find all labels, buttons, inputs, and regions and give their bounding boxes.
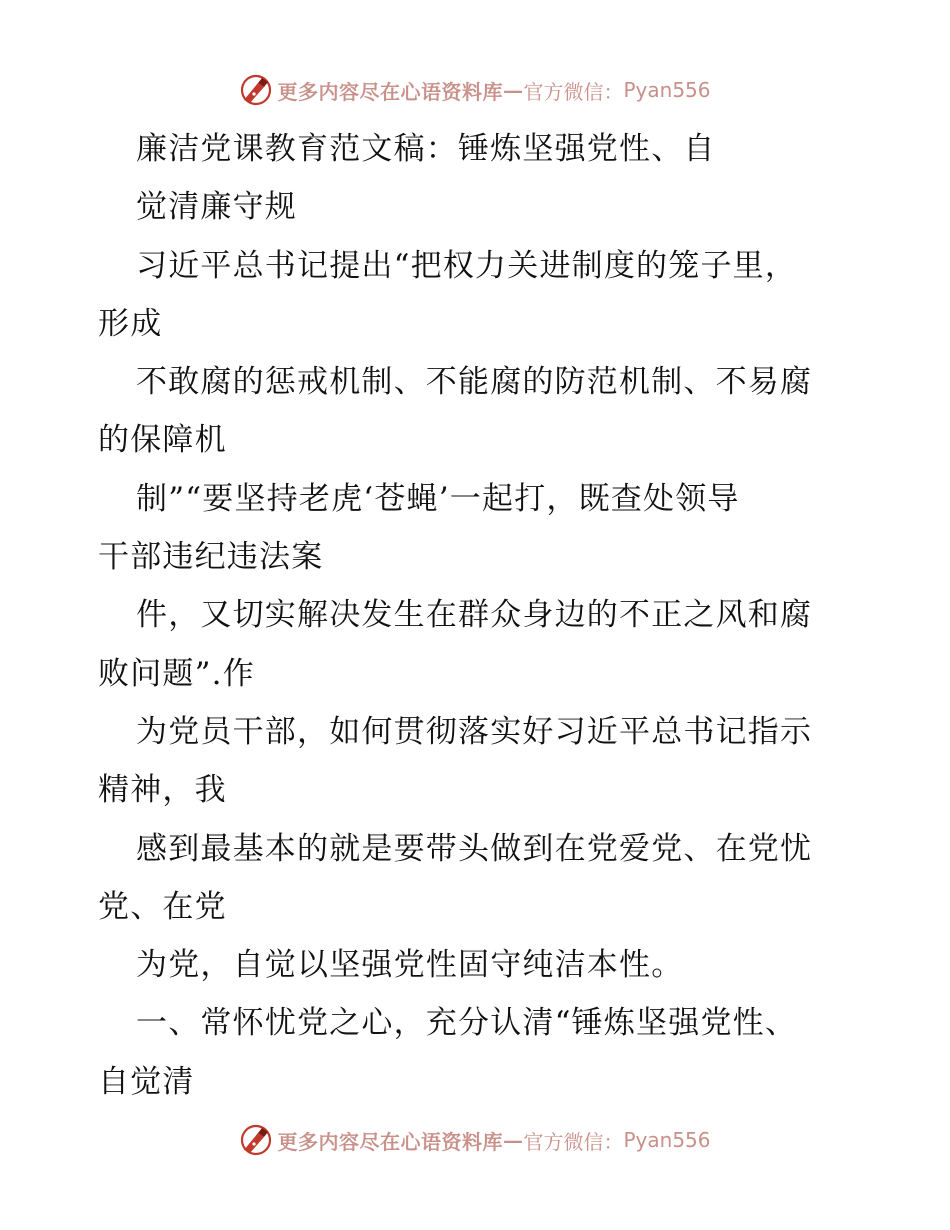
footer-banner-content — [239, 1123, 710, 1157]
header-banner — [0, 70, 950, 110]
paragraph-line: 精神，我 — [98, 772, 227, 809]
footer-banner-text: 更多内容尽在心语资料库 — [277, 1129, 503, 1154]
pen-nib-logo-icon — [239, 73, 273, 107]
document-title-line-1: 廉洁党课教育范文稿：锤炼坚强党性、自 — [136, 131, 716, 167]
paragraph-line: 败问题”.作 — [98, 655, 255, 692]
header-banner-text: 更多内容尽在心语资料库 — [277, 79, 503, 104]
pen-nib-logo-icon — [239, 1123, 273, 1157]
paragraph-line: 感到最基本的就是要带头做到在党爱党、在党忧 — [136, 830, 813, 867]
paragraph-line: 制”“要坚持老虎‘苍蝇’一起打，既查处领导 — [136, 480, 740, 517]
document-title-line-2: 觉清廉守规 — [136, 189, 297, 226]
paragraph-line: 党、在党 — [98, 888, 227, 925]
paragraph-line: 为党，自觉以坚强党性固守纯洁本性。 — [136, 947, 684, 984]
paragraph-line: 不敢腐的惩戒机制、不能腐的防范机制、不易腐 — [136, 364, 813, 401]
footer-wechat-label: 官方微信： — [523, 1129, 624, 1154]
paragraph-line: 干部违纪违法案 — [98, 539, 324, 576]
paragraph-line: 形成 — [98, 305, 163, 342]
paragraph-line: 件，又切实解决发生在群众身边的不正之风和腐 — [136, 597, 813, 634]
footer-banner — [0, 1120, 950, 1160]
paragraph-line: 习近平总书记提出“把权力关进制度的笼子里， — [136, 247, 798, 284]
paragraph-line: 的保障机 — [98, 422, 227, 459]
header-banner-content — [239, 73, 710, 107]
document-body — [98, 120, 858, 1111]
header-wechat-label: 官方微信： — [523, 79, 624, 104]
section-heading-line: 一、常怀忧党之心，充分认清“锤炼坚强党性、 — [136, 1005, 798, 1042]
footer-wechat-id: Pyan556 — [623, 1128, 711, 1152]
section-heading-line: 自觉清 — [98, 1063, 195, 1100]
header-banner-dash: — — [502, 78, 524, 102]
header-wechat-id: Pyan556 — [623, 78, 711, 102]
paragraph-line: 为党员干部，如何贯彻落实好习近平总书记指示 — [136, 713, 813, 750]
footer-banner-dash: — — [502, 1128, 524, 1152]
